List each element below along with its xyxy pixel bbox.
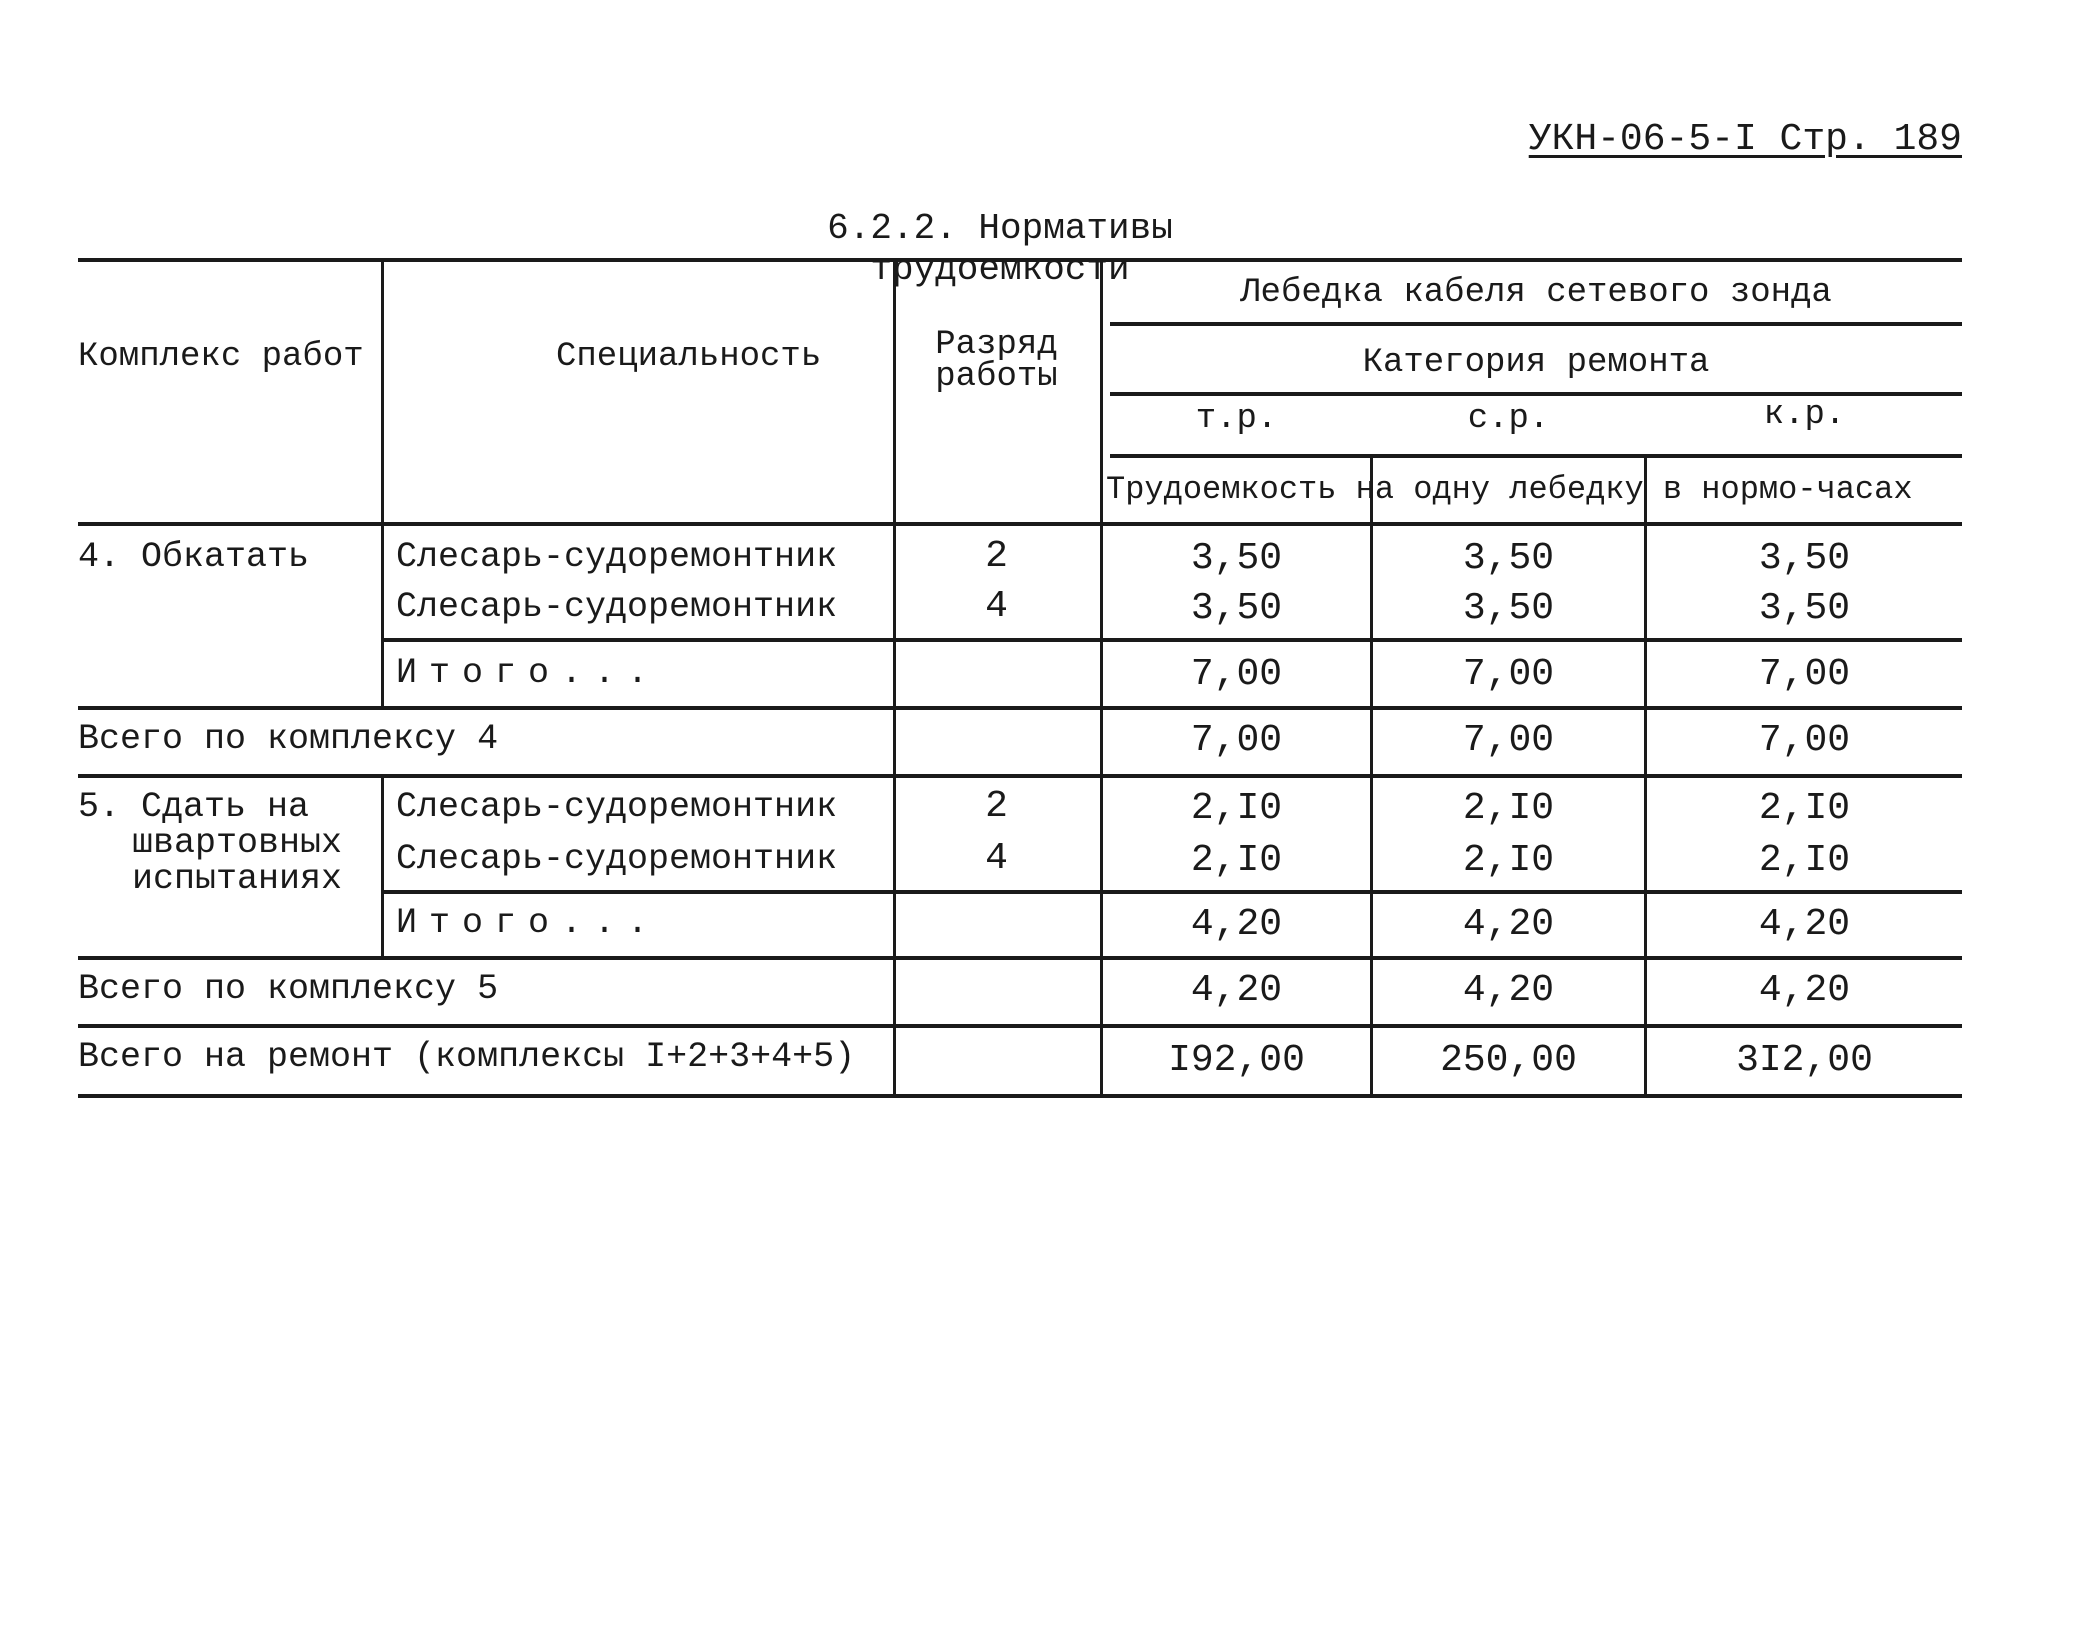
- group5-total-kr: 4,20: [1758, 969, 1851, 1012]
- group5-row2-kr: 2,I0: [1758, 839, 1851, 882]
- rule-grand: [78, 1024, 1962, 1028]
- header-sr: с.р.: [1467, 400, 1550, 438]
- group5-row1-kr: 2,I0: [1758, 787, 1851, 830]
- group5-row2-tr: 2,I0: [1190, 839, 1283, 882]
- grand-total-sr: 250,00: [1440, 1039, 1577, 1082]
- group5-subtotal-kr: 4,20: [1758, 903, 1851, 946]
- group5-row2-specialty: Слесарь-судоремонтник: [396, 839, 838, 879]
- rule-header-bottom: [78, 522, 1962, 526]
- header-complex: Комплекс работ: [78, 338, 364, 376]
- rule-total4: [78, 706, 1962, 710]
- group5-row2-sr: 2,I0: [1462, 839, 1555, 882]
- group5-total-sr: 4,20: [1462, 969, 1555, 1012]
- grand-total-label: Всего на ремонт (комплексы I+2+3+4+5): [78, 1037, 856, 1077]
- group5-name-line1: 5. Сдать на: [78, 787, 310, 827]
- table-title: 6.2.2. Нормативы трудоемкости: [827, 208, 1173, 290]
- grand-total-tr: I92,00: [1168, 1039, 1305, 1082]
- group4-row1-specialty: Слесарь-судоремонтник: [396, 537, 838, 577]
- group5-row1-specialty: Слесарь-судоремонтник: [396, 787, 838, 827]
- group4-total-kr: 7,00: [1758, 719, 1851, 762]
- header-grade-2: работы: [935, 358, 1058, 396]
- group5-row1-sr: 2,I0: [1462, 787, 1555, 830]
- rule-device: [1110, 322, 1962, 326]
- group5-row2-grade: 4: [985, 837, 1008, 880]
- group4-row1-tr: 3,50: [1190, 537, 1283, 580]
- header-labor: Трудоемкость на одну лебедку в нормо-часах: [1106, 471, 1913, 508]
- rule-group5: [78, 774, 1962, 778]
- rule-sub4: [381, 638, 1962, 642]
- group4-row1-kr: 3,50: [1758, 537, 1851, 580]
- group5-name-line3: испытаниях: [132, 859, 343, 899]
- group4-total-label: Всего по комплексу 4: [78, 719, 499, 759]
- group4-row2-grade: 4: [985, 585, 1008, 628]
- header-grade-1: Разряд: [935, 326, 1058, 364]
- group5-row1-tr: 2,I0: [1190, 787, 1283, 830]
- header-device: Лебедка кабеля сетевого зонда: [1240, 274, 1832, 312]
- header-specialty: Специальность: [556, 338, 822, 376]
- group4-row1-grade: 2: [985, 535, 1008, 578]
- group4-subtotal-tr: 7,00: [1190, 653, 1283, 696]
- group4-row1-sr: 3,50: [1462, 537, 1555, 580]
- labor-norms-table: [78, 258, 1962, 1098]
- group4-name: 4. Обкатать: [78, 537, 310, 577]
- group4-subtotal-kr: 7,00: [1758, 653, 1851, 696]
- rule-total5: [78, 956, 1962, 960]
- group4-row2-tr: 3,50: [1190, 587, 1283, 630]
- rule-sub5: [381, 890, 1962, 894]
- group5-subtotal-sr: 4,20: [1462, 903, 1555, 946]
- rule-top: [78, 258, 1962, 262]
- vline-specialty-2: [381, 774, 384, 956]
- group4-total-sr: 7,00: [1462, 719, 1555, 762]
- group5-name-line2: швартовных: [132, 823, 343, 863]
- group4-row2-sr: 3,50: [1462, 587, 1555, 630]
- header-kr: к.р.: [1763, 396, 1846, 434]
- document-code: УКН-06-5-I Стр. 189: [1528, 118, 1962, 161]
- grand-total-kr: 3I2,00: [1736, 1039, 1873, 1082]
- header-tr: т.р.: [1195, 400, 1278, 438]
- group4-row2-specialty: Слесарь-судоремонтник: [396, 587, 838, 627]
- vline-specialty: [381, 258, 384, 706]
- group4-row2-kr: 3,50: [1758, 587, 1851, 630]
- header-category: Категория ремонта: [1362, 344, 1710, 382]
- group4-total-tr: 7,00: [1190, 719, 1283, 762]
- group4-subtotal-label: Итого...: [396, 653, 661, 693]
- group5-subtotal-label: Итого...: [396, 903, 661, 943]
- group5-total-tr: 4,20: [1190, 969, 1283, 1012]
- group4-subtotal-sr: 7,00: [1462, 653, 1555, 696]
- group5-row1-grade: 2: [985, 785, 1008, 828]
- rule-subcols: [1110, 454, 1962, 458]
- group5-subtotal-tr: 4,20: [1190, 903, 1283, 946]
- rule-bottom: [78, 1094, 1962, 1098]
- group5-total-label: Всего по комплексу 5: [78, 969, 499, 1009]
